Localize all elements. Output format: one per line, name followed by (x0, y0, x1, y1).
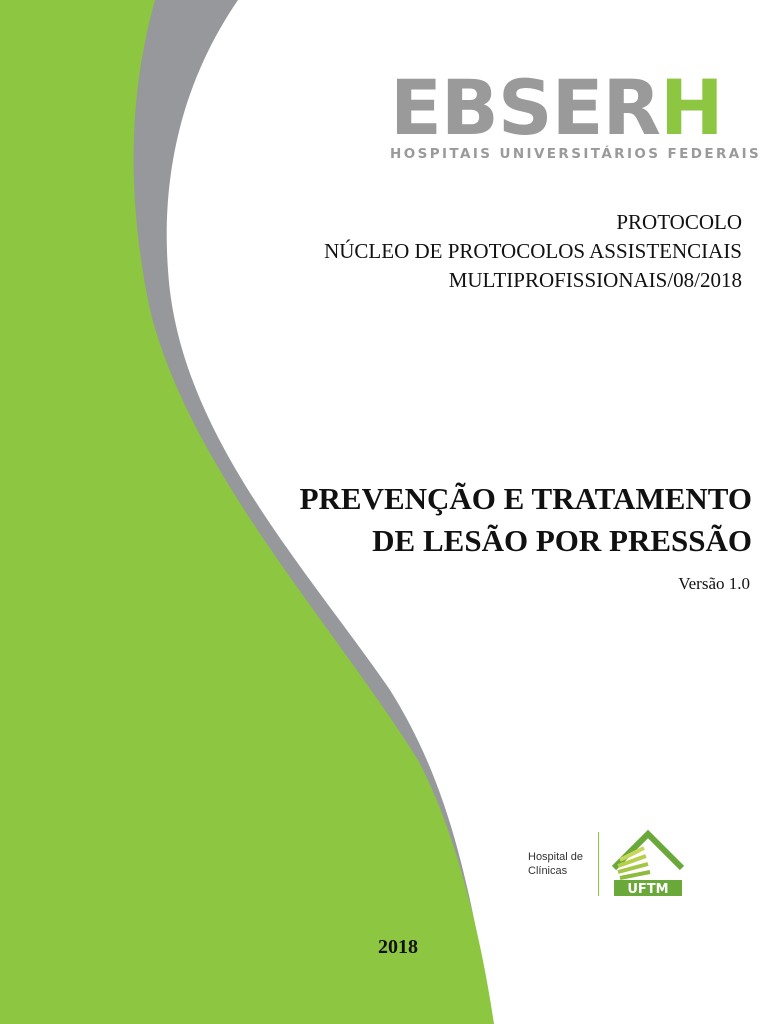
logo-subtitle: HOSPITAIS UNIVERSITÁRIOS FEDERAIS (390, 146, 762, 162)
logo-divider (598, 832, 599, 896)
logo-word-main: EBSER (390, 63, 661, 152)
document-title (300, 478, 752, 562)
hospital-name-line-2: Clínicas (528, 865, 568, 877)
uftm-mark-text: UFTM (627, 882, 669, 897)
version-label: Versão 1.0 (678, 574, 750, 593)
logo-word-accent: H (660, 63, 723, 152)
hospital-name-line-1: Hospital de (528, 851, 584, 863)
title-line-1: PREVENÇÃO E TRATAMENTO (299, 481, 752, 516)
ebserh-logo-wordmark (390, 63, 740, 152)
hospital-name (528, 850, 583, 878)
hospital-clinicas-uftm-logo (528, 830, 698, 900)
protocol-line-3: MULTIPROFISSIONAIS/08/2018 (448, 268, 742, 292)
protocol-line-1: PROTOCOLO (616, 210, 742, 234)
ebserh-logo (390, 63, 762, 162)
publication-year: 2018 (378, 936, 418, 958)
protocol-heading (324, 208, 742, 295)
uftm-roof-icon (608, 830, 688, 898)
protocol-line-2: NÚCLEO DE PROTOCOLOS ASSISTENCIAIS (324, 239, 742, 263)
title-line-2: DE LESÃO POR PRESSÃO (372, 523, 752, 558)
